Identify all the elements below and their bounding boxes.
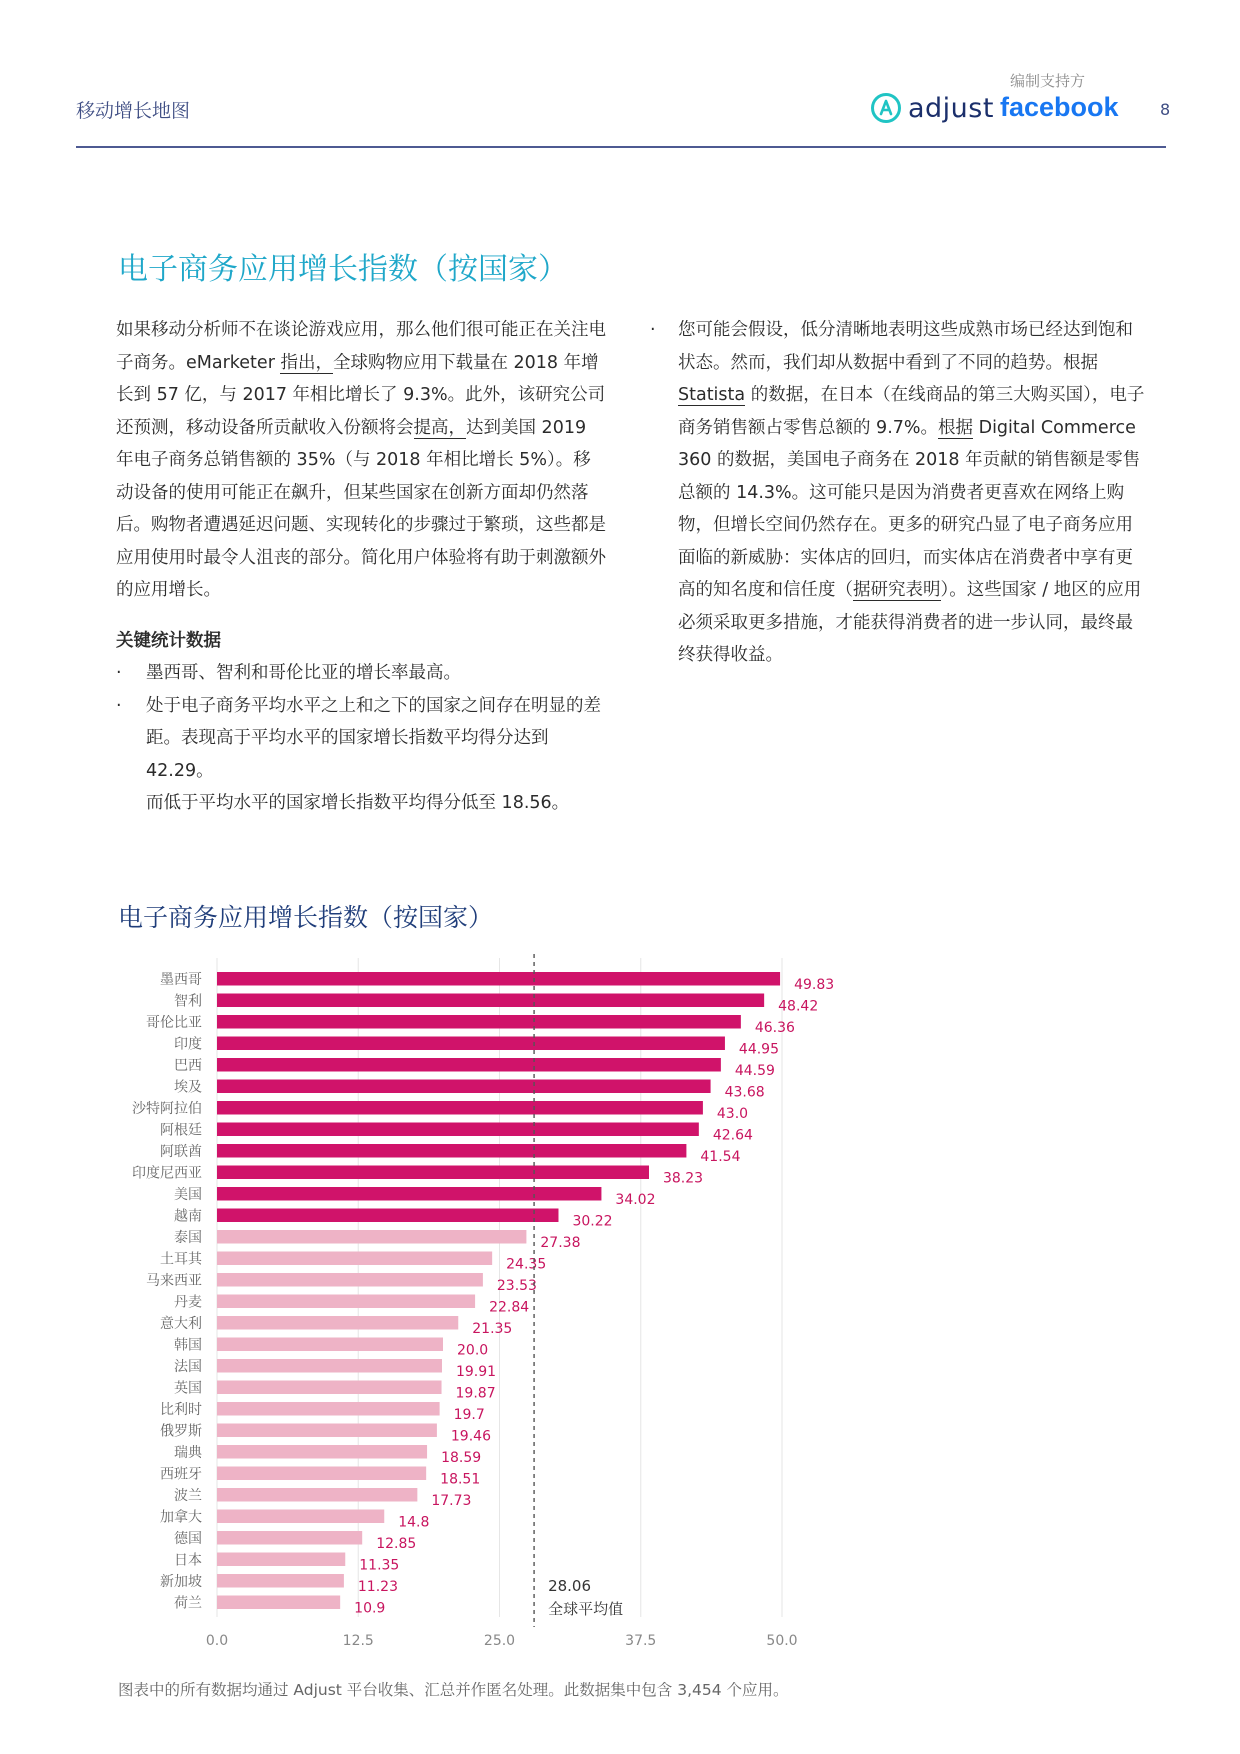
sponsor-label: 编制支持方	[1010, 72, 1086, 90]
bar	[217, 1531, 362, 1545]
average-label: 全球平均值	[548, 1600, 624, 1618]
category-label: 日本	[174, 1552, 202, 1569]
category-label: 意大利	[160, 1315, 202, 1332]
x-tick-label: 50.0	[766, 1633, 798, 1649]
bullet-text: 处于电子商务平均水平之上和之下的国家之间存在明显的差距。表现高于平均水平的国家增长指数平均得分达到 42.29。	[146, 695, 601, 781]
category-label: 印度	[174, 1036, 202, 1053]
value-label: 27.38	[540, 1234, 581, 1251]
value-label: 38.23	[662, 1170, 704, 1187]
value-label: 22.84	[489, 1299, 530, 1316]
category-label: 波兰	[174, 1487, 202, 1504]
bar	[217, 1209, 558, 1223]
category-label: 韩国	[174, 1337, 202, 1354]
chart-title: 电子商务应用增长指数（按国家）	[118, 903, 494, 932]
bar	[217, 1510, 384, 1524]
bar	[217, 1058, 721, 1072]
bar	[217, 1166, 649, 1180]
bar	[217, 1230, 526, 1244]
value-label: 41.54	[700, 1148, 741, 1165]
bar	[217, 1037, 725, 1051]
page-number: 8	[1160, 100, 1171, 119]
right-paragraph	[678, 314, 1148, 672]
value-label: 24.35	[506, 1256, 547, 1273]
bullet-dot: ·	[116, 695, 122, 716]
value-label: 12.85	[376, 1535, 417, 1552]
intro-text-2: 全球购物应用下载量在 2018 年增长到 57 亿，与 2017 年相比增长了 9.3%。此外，该研究公司还预测，移动设备所贡献收入份额将会	[116, 352, 606, 438]
bar	[217, 1553, 345, 1567]
bullet-continuation: 而低于平均水平的国家增长指数平均得分低至 18.56。	[146, 793, 570, 813]
adjust-logo	[870, 92, 994, 124]
bullet-item	[116, 690, 606, 788]
category-label: 丹麦	[174, 1294, 202, 1311]
category-label: 沙特阿拉伯	[132, 1100, 202, 1117]
category-label: 德国	[174, 1530, 202, 1547]
value-label: 19.87	[455, 1385, 496, 1402]
bar	[217, 1187, 601, 1201]
value-label: 46.36	[754, 1019, 795, 1036]
bar	[217, 1424, 437, 1438]
bar	[217, 1359, 442, 1373]
document-header-title: 移动增长地图	[76, 100, 191, 122]
value-label: 44.59	[734, 1062, 775, 1079]
average-value-label: 28.06	[548, 1577, 592, 1595]
value-label: 11.23	[357, 1578, 398, 1595]
link-emarketer[interactable]: 指出，	[280, 352, 333, 373]
category-label: 埃及	[174, 1079, 202, 1096]
value-label: 19.7	[453, 1406, 485, 1423]
header-divider	[76, 146, 1166, 148]
link-increase[interactable]: 提高，	[413, 417, 466, 438]
category-label: 智利	[174, 993, 202, 1010]
category-label: 荷兰	[174, 1595, 202, 1612]
value-label: 49.83	[794, 976, 835, 993]
bar	[217, 1080, 711, 1094]
adjust-logo-icon	[870, 92, 902, 124]
bar	[217, 1252, 492, 1266]
bullet-dot: ·	[650, 320, 656, 340]
bullet-dot: ·	[116, 663, 122, 683]
bar	[217, 1295, 475, 1309]
category-label: 越南	[174, 1208, 202, 1225]
x-tick-label: 0.0	[205, 1633, 229, 1649]
link-research-shows[interactable]: 据研究表明	[853, 580, 941, 600]
link-statista[interactable]: Statista	[678, 385, 746, 405]
bar	[217, 1445, 427, 1459]
key-stats-title: 关键统计数据	[116, 630, 221, 651]
facebook-logo: facebook	[1000, 92, 1119, 122]
category-label: 加拿大	[160, 1509, 202, 1526]
value-label: 21.35	[472, 1320, 513, 1337]
value-label: 42.64	[712, 1127, 753, 1144]
value-label: 18.59	[441, 1449, 482, 1466]
bar	[217, 994, 764, 1008]
bar	[217, 1144, 686, 1158]
bar	[217, 1101, 703, 1115]
category-label: 新加坡	[160, 1573, 202, 1590]
category-label: 巴西	[174, 1057, 202, 1074]
bar	[217, 1338, 443, 1352]
value-label: 14.8	[398, 1514, 430, 1531]
value-label: 20.0	[457, 1342, 489, 1359]
left-column	[116, 314, 606, 820]
intro-text-1: 如果移动分析师不在谈论游戏应用，那么他们很可能正在关注电子商务。eMarketer	[116, 320, 606, 373]
x-tick-label: 12.5	[342, 1633, 374, 1649]
category-label: 比利时	[160, 1401, 202, 1418]
category-label: 阿联酋	[160, 1143, 202, 1160]
right-text-3: Digital Commerce 360 的数据，美国电子商务在 2018 年贡献的销售额是零售总额的 14.3%。这可能只是因为消费者更喜欢在网络上购物，但增长空间仍然存在。更多的研究凸显了电子商务应用面临的新威胁：实体店的回归，而实体店在消费者中享有更高的知名度和信任度（	[678, 417, 1141, 600]
category-label: 美国	[174, 1186, 202, 1203]
category-label: 马来西亚	[146, 1272, 202, 1289]
category-label: 哥伦比亚	[146, 1014, 202, 1031]
value-label: 19.46	[450, 1428, 491, 1445]
bar	[217, 1488, 417, 1502]
category-label: 英国	[174, 1380, 202, 1397]
value-label: 43.68	[724, 1084, 765, 1101]
category-label: 阿根廷	[160, 1122, 202, 1139]
bar	[217, 972, 780, 986]
bullet-text: 墨西哥、智利和哥伦比亚的增长率最高。	[146, 663, 461, 683]
bar	[217, 1596, 340, 1610]
bar	[217, 1316, 458, 1330]
right-column	[678, 314, 1148, 672]
category-label: 西班牙	[160, 1466, 202, 1483]
category-label: 瑞典	[174, 1444, 202, 1461]
right-text-2: 的数据，在日本（在线商品的第三大购买国），电子商务销售额占零售总额的 9.7%。	[678, 385, 1145, 438]
right-text-4: ）。这些国家 / 地区的应用必须采取更多措施，才能获得消费者的进一步认同，最终最终获得收益。	[678, 580, 1142, 665]
intro-text-3: 达到美国 2019 年电子商务总销售额的 35%（与 2018 年相比增长 5%）。移动设备的使用可能正在飙升，但某些国家在创新方面却仍然落后。购物者遭遇延迟问题、实现转化的步骤过于繁琐，这些都是应用使用时最令人沮丧的部分。简化用户体验将有助于刺激额外的应用增长。	[116, 417, 606, 600]
category-label: 俄罗斯	[160, 1423, 202, 1440]
bar	[217, 1123, 699, 1137]
adjust-logo-text: adjust	[908, 92, 994, 124]
category-label: 法国	[174, 1358, 202, 1375]
value-label: 19.91	[455, 1363, 497, 1380]
category-label: 泰国	[174, 1229, 202, 1246]
bullet-item	[116, 657, 606, 690]
value-label: 23.53	[496, 1277, 537, 1294]
value-label: 44.95	[738, 1041, 780, 1058]
value-label: 17.73	[431, 1492, 472, 1509]
value-label: 48.42	[778, 998, 819, 1015]
bar	[217, 1273, 483, 1287]
bar	[217, 1467, 426, 1481]
value-label: 34.02	[615, 1191, 656, 1208]
bar	[217, 1574, 344, 1588]
category-label: 土耳其	[160, 1251, 202, 1268]
section-title: 电子商务应用增长指数（按国家）	[118, 252, 568, 287]
category-label: 印度尼西亚	[132, 1165, 202, 1182]
value-label: 10.9	[354, 1600, 386, 1617]
bar	[217, 1381, 442, 1395]
intro-paragraph	[116, 314, 606, 607]
bar	[217, 1015, 741, 1029]
value-label: 43.0	[716, 1105, 749, 1122]
link-according-to[interactable]: 根据	[938, 417, 974, 438]
bar	[217, 1402, 440, 1416]
category-label: 墨西哥	[160, 971, 202, 988]
chart-footnote: 图表中的所有数据均通过 Adjust 平台收集、汇总并作匿名处理。此数据集中包含 3,454 个应用。	[118, 1681, 789, 1699]
x-tick-label: 25.0	[483, 1633, 516, 1649]
value-label: 11.35	[359, 1557, 400, 1574]
value-label: 30.22	[572, 1213, 613, 1230]
x-tick-label: 37.5	[625, 1633, 657, 1649]
value-label: 18.51	[440, 1471, 481, 1488]
right-text-1: 您可能会假设，低分清晰地表明这些成熟市场已经达到饱和状态。然而，我们却从数据中看到了不同的趋势。根据	[678, 320, 1133, 373]
